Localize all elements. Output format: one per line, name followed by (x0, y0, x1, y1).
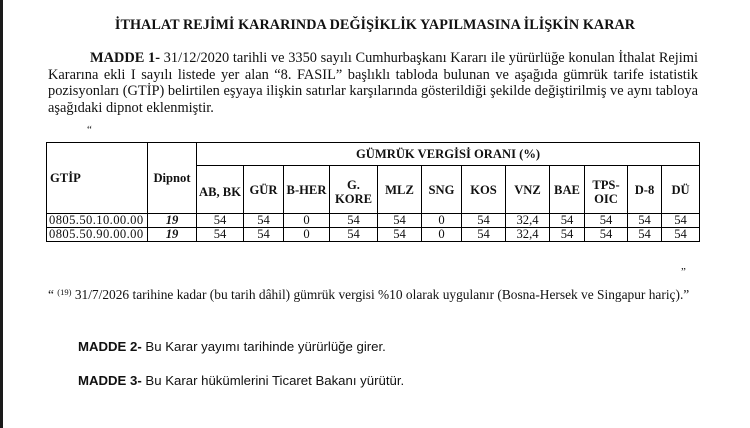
column-header: MLZ (378, 166, 422, 214)
column-header: SNG (422, 166, 462, 214)
rate-cell: 54 (378, 214, 422, 228)
rate-cell: 0 (284, 228, 330, 242)
rate-cell: 54 (330, 228, 378, 242)
gtip-cell: 0805.50.10.00.00 (47, 214, 148, 228)
table-row (47, 214, 700, 228)
rate-cell: 54 (197, 214, 244, 228)
rate-cell: 54 (378, 228, 422, 242)
madde-2-label: MADDE 2- (78, 339, 142, 354)
column-header: D-8 (628, 166, 662, 214)
footnote-text: 31/7/2026 tarihine kadar (bu tarih dâhil) gümrük vergisi %10 olarak uygulanır (Bosna-Hersek ve Singapur hariç).” (71, 287, 690, 302)
column-header: GÜR (244, 166, 284, 214)
rate-cell: 54 (550, 228, 585, 242)
rate-cell: 54 (197, 228, 244, 242)
rate-cell: 54 (585, 228, 628, 242)
column-header: VNZ (506, 166, 550, 214)
gtip-cell: 0805.50.90.00.00 (47, 228, 148, 242)
rate-cell: 54 (462, 214, 506, 228)
table-row (47, 228, 700, 242)
rate-cell: 54 (462, 228, 506, 242)
rate-cell: 54 (244, 214, 284, 228)
madde-1-paragraph (48, 50, 698, 116)
rate-cell: 54 (244, 228, 284, 242)
column-header: KOS (462, 166, 506, 214)
dipnot-header: Dipnot (148, 143, 197, 214)
column-header: BAE (550, 166, 585, 214)
footnote-marker: “ $^{(19)}$ (48, 287, 72, 302)
rate-cell: 54 (662, 228, 700, 242)
gtip-header: GTİP (47, 143, 148, 214)
page-edge-shadow (0, 0, 3, 428)
column-header: TPS-OIC (585, 166, 628, 214)
rate-cell: 32,4 (506, 228, 550, 242)
rate-cell: 54 (550, 214, 585, 228)
rate-cell: 54 (330, 214, 378, 228)
dipnot-cell: 19 (148, 228, 197, 242)
tariff-table (46, 142, 700, 242)
rate-cell: 54 (662, 214, 700, 228)
footnote (48, 284, 700, 303)
madde-3-label: MADDE 3- (78, 373, 142, 388)
column-header: AB, BK (197, 166, 244, 214)
rate-cell: 0 (284, 214, 330, 228)
document-title: İTHALAT REJİMİ KARARINDA DEĞİŞİKLİK YAPILMASINA İLİŞKİN KARAR (114, 17, 636, 33)
column-header: G. KORE (330, 166, 378, 214)
madde-2-text: Bu Karar yayımı tarihinde yürürlüğe girer. (141, 339, 386, 354)
rate-cell: 0 (422, 228, 462, 242)
rate-cell: 32,4 (506, 214, 550, 228)
rate-cell: 54 (585, 214, 628, 228)
table-opening-quote: “ (87, 124, 92, 136)
rate-cell: 54 (628, 214, 662, 228)
rate-cell: 0 (422, 214, 462, 228)
madde-3-text: Bu Karar hükümlerini Ticaret Bakanı yürütür. (141, 373, 405, 388)
madde-1-text: 31/12/2020 tarihli ve 3350 sayılı Cumhurbaşkanı Kararı ile yürürlüğe konulan İthalat Rejimi Kararına ekli I sayılı listede yer alan “8. FASIL” başlıklı tabloda bulunan ve aşağıda gümrük tarife istatistik pozisyonları (GTİP) belirtilen eşyaya ilişkin satırlar karşılarında gösterildiği şekilde değiştirilmiş ve aynı tabloya aşağıdaki dipnot eklenmiştir. (48, 50, 698, 116)
madde-1-label: MADDE 1- (90, 50, 161, 66)
column-header: B-HER (284, 166, 330, 214)
dipnot-cell: 19 (148, 214, 197, 228)
duty-rate-group-header: GÜMRÜK VERGİSİ ORANI (%) (197, 143, 700, 166)
madde-2 (78, 339, 386, 354)
madde-3 (78, 373, 404, 388)
rate-cell: 54 (628, 228, 662, 242)
table-closing-quote: ” (681, 266, 686, 278)
column-header: DÜ (662, 166, 700, 214)
